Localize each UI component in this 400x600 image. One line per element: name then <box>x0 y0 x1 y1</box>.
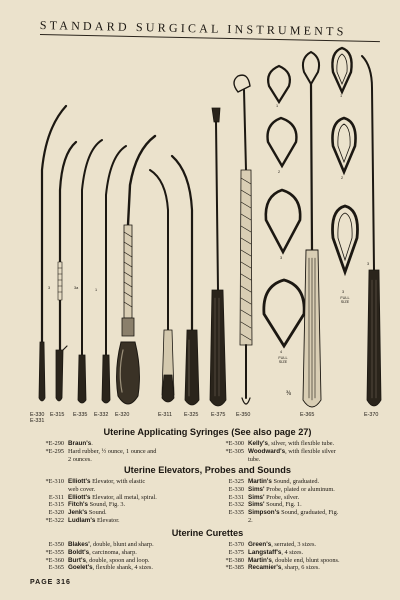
curettes-right-list <box>210 541 390 572</box>
list-item: E-365 Goelet's, flexible shank, 4 sizes. <box>48 564 153 572</box>
curette-e375-drawing <box>210 108 226 406</box>
sound-e325-drawing <box>172 156 199 405</box>
page-header: STANDARD SURGICAL INSTRUMENTS <box>39 18 347 39</box>
label-e332: E-332 <box>94 412 109 418</box>
list-item: E-330 Sims' Probe, plated or aluminum. <box>228 485 335 493</box>
caption-right-full-size: FULL SIZE <box>340 296 350 304</box>
syringes-right-list <box>210 440 390 463</box>
section-title-elevators: Uterine Elevators, Probes and Sounds <box>124 465 291 475</box>
list-item: *E-310 Elliott's Elevator, with elastic <box>45 478 146 485</box>
list-item: E-332 Sims' Sound, Fig. 1. <box>228 501 302 509</box>
list-item: *E-380 Martin's, double end, blunt spoons. <box>225 556 340 564</box>
list-item: *E-360 Burt's, double, spoon and loop. <box>45 556 150 564</box>
caption-scale-mark: ⅜ <box>286 391 292 397</box>
curettes-left-list <box>30 541 210 572</box>
list-item-continuation: web cover. <box>68 485 96 493</box>
list-item: *E-295 Hard rubber, ½ ounce, 1 ounce and <box>45 447 157 455</box>
caption-loop-4: 4 <box>280 350 283 354</box>
page-number: PAGE 316 <box>30 579 71 586</box>
curette-e365-drawing <box>303 52 321 407</box>
section-title-syringes: Uterine Applicating Syringes (See also page 27) <box>103 427 312 437</box>
list-item-continuation: 2 ounces. <box>68 455 92 463</box>
list-item: E-320 Jenk's Sound. <box>48 509 107 517</box>
section-title-curettes: Uterine Curettes <box>171 528 244 538</box>
label-e335: E-335 <box>73 412 88 418</box>
caption-loop-1: 1 <box>276 104 279 108</box>
caption-loop-2: 2 <box>278 170 281 174</box>
caption-fig-3: 3 <box>48 286 51 290</box>
label-e311: E-311 <box>158 412 172 418</box>
list-item: E-315 Fitch's Sound, Fig. 3. <box>48 501 126 509</box>
curette-e350-drawing <box>234 75 252 404</box>
caption-loop-3: 3 <box>280 256 283 260</box>
list-item: E-370 Green's, serrated, 3 sizes. <box>228 541 316 548</box>
list-item: E-350 Blakes', double, blunt and sharp. <box>48 541 154 548</box>
sound-e335-drawing <box>78 140 102 403</box>
label-e315: E-315 <box>50 412 65 418</box>
caption-fig-1: 1 <box>95 288 98 292</box>
list-item: *E-290 Braun's. <box>45 440 93 447</box>
label-e331: E-331 <box>30 418 45 424</box>
caption-right-small: 3 <box>367 262 370 266</box>
list-item: *E-322 Ludlam's Elevator. <box>45 516 120 524</box>
label-e375: E-375 <box>211 412 226 418</box>
list-item: *E-385 Recamier's, sharp, 6 sizes. <box>225 564 320 572</box>
elevator-e311-drawing <box>150 170 174 402</box>
caption-right-3: 3 <box>342 290 345 294</box>
curette-e370-drawing <box>362 56 381 406</box>
loop-curettes-drawing <box>264 66 304 346</box>
list-item: E-331 Sims' Probe, silver. <box>228 493 300 501</box>
label-e370: E-370 <box>364 412 379 418</box>
caption-fig-3a: 3a <box>74 286 79 290</box>
list-item-continuation: 2. <box>248 516 253 524</box>
list-item: E-311 Elliott's Elevator, all metal, spiral. <box>48 493 157 501</box>
elevator-e320-drawing <box>117 136 155 404</box>
sound-e315-drawing <box>56 142 79 401</box>
list-item: E-335 Simpson's Sound, graduated, Fig. <box>228 509 339 517</box>
label-e325: E-325 <box>184 412 199 418</box>
label-e350: E-350 <box>236 412 251 418</box>
caption-full-size: FULL SIZE <box>278 356 288 364</box>
list-item-continuation: tube. <box>248 455 261 463</box>
list-item: *E-355 Boldt's, carcinoma, sharp. <box>45 548 137 556</box>
curette-e370-loops-drawing <box>332 48 357 272</box>
label-e330: E-330 <box>30 412 45 418</box>
list-item: *E-300 Kelly's, silver, with flexible tube. <box>225 440 335 447</box>
label-e365: E-365 <box>300 412 315 418</box>
elevators-right-list <box>210 478 390 525</box>
list-item: *E-305 Woodward's, with flexible silver <box>225 447 336 455</box>
list-item: E-375 Langstaff's, 4 sizes. <box>228 548 304 556</box>
syringes-left-list <box>30 440 210 463</box>
label-e320: E-320 <box>115 412 130 418</box>
caption-right-1: 1 <box>340 94 343 98</box>
elevators-left-list <box>30 478 210 525</box>
caption-right-2: 2 <box>341 176 344 180</box>
list-item: E-325 Martin's Sound, graduated. <box>228 478 320 485</box>
